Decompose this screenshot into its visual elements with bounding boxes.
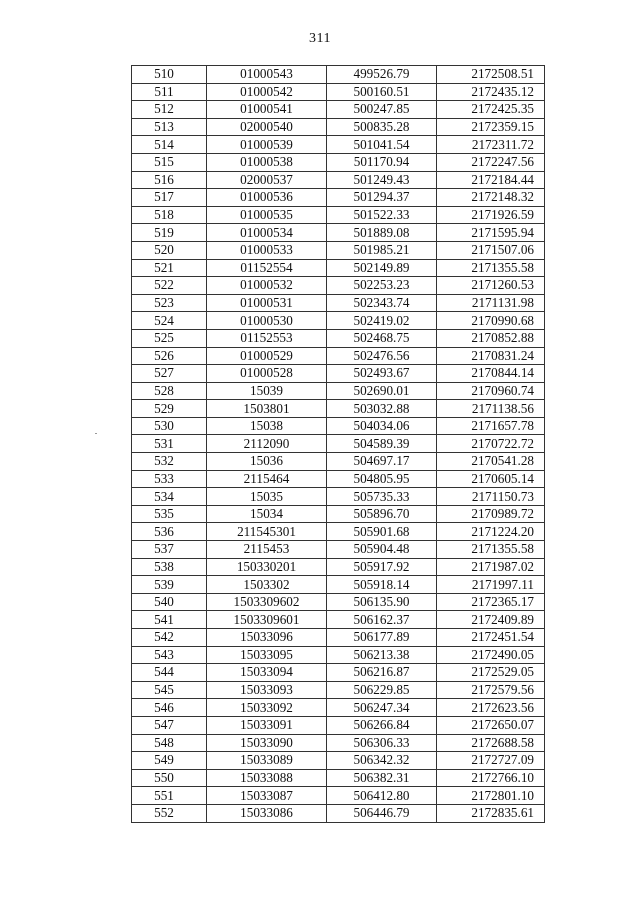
point-number-cell: 520	[132, 241, 207, 259]
point-number-cell: 548	[132, 734, 207, 752]
point-code-cell: 01152554	[207, 259, 327, 277]
y-coordinate-cell: 2172148.32	[437, 189, 545, 207]
table-row	[132, 101, 545, 119]
point-code-cell: 15033090	[207, 734, 327, 752]
x-coordinate-cell: 506162.37	[327, 611, 437, 629]
point-number-cell: 533	[132, 470, 207, 488]
point-code-cell: 1503309602	[207, 593, 327, 611]
point-number-cell: 511	[132, 83, 207, 101]
y-coordinate-cell: 2170989.72	[437, 505, 545, 523]
x-coordinate-cell: 504697.17	[327, 453, 437, 471]
y-coordinate-cell: 2170960.74	[437, 382, 545, 400]
y-coordinate-cell: 2171260.53	[437, 277, 545, 295]
table-row	[132, 593, 545, 611]
table-row	[132, 382, 545, 400]
x-coordinate-cell: 506177.89	[327, 629, 437, 647]
table-body	[132, 66, 545, 823]
point-code-cell: 01000533	[207, 241, 327, 259]
y-coordinate-cell: 2171595.94	[437, 224, 545, 242]
point-code-cell: 01000538	[207, 153, 327, 171]
point-number-cell: 522	[132, 277, 207, 295]
y-coordinate-cell: 2172425.35	[437, 101, 545, 119]
point-number-cell: 540	[132, 593, 207, 611]
y-coordinate-cell: 2171987.02	[437, 558, 545, 576]
y-coordinate-cell: 2172490.05	[437, 646, 545, 664]
table-row	[132, 259, 545, 277]
x-coordinate-cell: 502690.01	[327, 382, 437, 400]
x-coordinate-cell: 502476.56	[327, 347, 437, 365]
table-row	[132, 699, 545, 717]
point-code-cell: 1503302	[207, 576, 327, 594]
point-number-cell: 532	[132, 453, 207, 471]
y-coordinate-cell: 2172409.89	[437, 611, 545, 629]
table-row	[132, 470, 545, 488]
x-coordinate-cell: 501041.54	[327, 136, 437, 154]
table-row	[132, 646, 545, 664]
x-coordinate-cell: 500835.28	[327, 118, 437, 136]
y-coordinate-cell: 2172184.44	[437, 171, 545, 189]
point-code-cell: 15033092	[207, 699, 327, 717]
point-code-cell: 2115453	[207, 541, 327, 559]
table-row	[132, 153, 545, 171]
y-coordinate-cell: 2171926.59	[437, 206, 545, 224]
y-coordinate-cell: 2172359.15	[437, 118, 545, 136]
x-coordinate-cell: 504589.39	[327, 435, 437, 453]
x-coordinate-cell: 499526.79	[327, 66, 437, 84]
y-coordinate-cell: 2172727.09	[437, 752, 545, 770]
table-row	[132, 664, 545, 682]
x-coordinate-cell: 502253.23	[327, 277, 437, 295]
point-code-cell: 15033086	[207, 804, 327, 822]
x-coordinate-cell: 502343.74	[327, 294, 437, 312]
point-code-cell: 01000532	[207, 277, 327, 295]
point-code-cell: 15033091	[207, 716, 327, 734]
point-number-cell: 524	[132, 312, 207, 330]
point-number-cell: 541	[132, 611, 207, 629]
table-row	[132, 576, 545, 594]
point-number-cell: 518	[132, 206, 207, 224]
x-coordinate-cell: 501249.43	[327, 171, 437, 189]
table-row	[132, 505, 545, 523]
table-row	[132, 136, 545, 154]
table-row	[132, 611, 545, 629]
table-row	[132, 804, 545, 822]
y-coordinate-cell: 2171507.06	[437, 241, 545, 259]
point-code-cell: 15033089	[207, 752, 327, 770]
table-row	[132, 206, 545, 224]
point-number-cell: 531	[132, 435, 207, 453]
x-coordinate-cell: 506229.85	[327, 681, 437, 699]
point-code-cell: 02000540	[207, 118, 327, 136]
point-number-cell: 525	[132, 329, 207, 347]
y-coordinate-cell: 2172451.54	[437, 629, 545, 647]
table-row	[132, 294, 545, 312]
x-coordinate-cell: 506382.31	[327, 769, 437, 787]
point-number-cell: 526	[132, 347, 207, 365]
point-number-cell: 515	[132, 153, 207, 171]
point-code-cell: 15038	[207, 417, 327, 435]
x-coordinate-cell: 500247.85	[327, 101, 437, 119]
x-coordinate-cell: 506247.34	[327, 699, 437, 717]
y-coordinate-cell: 2172650.07	[437, 716, 545, 734]
y-coordinate-cell: 2170990.68	[437, 312, 545, 330]
coordinate-table	[131, 65, 545, 823]
point-code-cell: 15033087	[207, 787, 327, 805]
point-code-cell: 15033094	[207, 664, 327, 682]
y-coordinate-cell: 2171224.20	[437, 523, 545, 541]
y-coordinate-cell: 2172435.12	[437, 83, 545, 101]
point-code-cell: 2115464	[207, 470, 327, 488]
y-coordinate-cell: 2172365.17	[437, 593, 545, 611]
point-code-cell: 01000531	[207, 294, 327, 312]
page-number: 311	[309, 31, 331, 46]
table-row	[132, 312, 545, 330]
point-number-cell: 510	[132, 66, 207, 84]
x-coordinate-cell: 505896.70	[327, 505, 437, 523]
point-number-cell: 521	[132, 259, 207, 277]
point-number-cell: 547	[132, 716, 207, 734]
point-number-cell: 523	[132, 294, 207, 312]
point-number-cell: 544	[132, 664, 207, 682]
table-row	[132, 523, 545, 541]
table-row	[132, 716, 545, 734]
y-coordinate-cell: 2170831.24	[437, 347, 545, 365]
point-code-cell: 01000535	[207, 206, 327, 224]
point-code-cell: 01000530	[207, 312, 327, 330]
point-number-cell: 545	[132, 681, 207, 699]
x-coordinate-cell: 505918.14	[327, 576, 437, 594]
point-number-cell: 534	[132, 488, 207, 506]
point-code-cell: 02000537	[207, 171, 327, 189]
table-row	[132, 541, 545, 559]
x-coordinate-cell: 506213.38	[327, 646, 437, 664]
point-code-cell: 15033095	[207, 646, 327, 664]
margin-speck	[95, 433, 97, 434]
x-coordinate-cell: 502419.02	[327, 312, 437, 330]
x-coordinate-cell: 504034.06	[327, 417, 437, 435]
x-coordinate-cell: 505735.33	[327, 488, 437, 506]
table-row	[132, 734, 545, 752]
x-coordinate-cell: 501985.21	[327, 241, 437, 259]
y-coordinate-cell: 2172835.61	[437, 804, 545, 822]
point-number-cell: 530	[132, 417, 207, 435]
y-coordinate-cell: 2171657.78	[437, 417, 545, 435]
y-coordinate-cell: 2172801.10	[437, 787, 545, 805]
point-code-cell: 01000541	[207, 101, 327, 119]
table-row	[132, 189, 545, 207]
y-coordinate-cell: 2171131.98	[437, 294, 545, 312]
y-coordinate-cell: 2172311.72	[437, 136, 545, 154]
point-code-cell: 01000542	[207, 83, 327, 101]
table-row	[132, 66, 545, 84]
x-coordinate-cell: 504805.95	[327, 470, 437, 488]
point-code-cell: 01000543	[207, 66, 327, 84]
point-code-cell: 15033088	[207, 769, 327, 787]
y-coordinate-cell: 2172247.56	[437, 153, 545, 171]
point-code-cell: 150330201	[207, 558, 327, 576]
point-code-cell: 15036	[207, 453, 327, 471]
point-code-cell: 2112090	[207, 435, 327, 453]
point-number-cell: 517	[132, 189, 207, 207]
point-number-cell: 550	[132, 769, 207, 787]
point-code-cell: 01000539	[207, 136, 327, 154]
point-code-cell: 1503801	[207, 400, 327, 418]
y-coordinate-cell: 2171138.56	[437, 400, 545, 418]
y-coordinate-cell: 2172623.56	[437, 699, 545, 717]
point-number-cell: 514	[132, 136, 207, 154]
y-coordinate-cell: 2172766.10	[437, 769, 545, 787]
point-code-cell: 1503309601	[207, 611, 327, 629]
y-coordinate-cell: 2171997.11	[437, 576, 545, 594]
x-coordinate-cell: 501522.33	[327, 206, 437, 224]
y-coordinate-cell: 2171150.73	[437, 488, 545, 506]
point-number-cell: 551	[132, 787, 207, 805]
point-number-cell: 546	[132, 699, 207, 717]
point-number-cell: 542	[132, 629, 207, 647]
table-row	[132, 488, 545, 506]
x-coordinate-cell: 502149.89	[327, 259, 437, 277]
table-row	[132, 417, 545, 435]
point-code-cell: 15035	[207, 488, 327, 506]
x-coordinate-cell: 506412.80	[327, 787, 437, 805]
point-code-cell: 01000534	[207, 224, 327, 242]
point-code-cell: 01000528	[207, 365, 327, 383]
point-number-cell: 543	[132, 646, 207, 664]
table-row	[132, 171, 545, 189]
table-row	[132, 629, 545, 647]
table-row	[132, 365, 545, 383]
y-coordinate-cell: 2171355.58	[437, 541, 545, 559]
x-coordinate-cell: 506266.84	[327, 716, 437, 734]
point-code-cell: 01000529	[207, 347, 327, 365]
table-row	[132, 769, 545, 787]
table-row	[132, 787, 545, 805]
x-coordinate-cell: 502468.75	[327, 329, 437, 347]
y-coordinate-cell: 2172529.05	[437, 664, 545, 682]
point-number-cell: 513	[132, 118, 207, 136]
x-coordinate-cell: 503032.88	[327, 400, 437, 418]
y-coordinate-cell: 2170844.14	[437, 365, 545, 383]
point-number-cell: 529	[132, 400, 207, 418]
y-coordinate-cell: 2170852.88	[437, 329, 545, 347]
y-coordinate-cell: 2172508.51	[437, 66, 545, 84]
table-row	[132, 224, 545, 242]
point-code-cell: 15039	[207, 382, 327, 400]
x-coordinate-cell: 501170.94	[327, 153, 437, 171]
x-coordinate-cell: 502493.67	[327, 365, 437, 383]
table-row	[132, 681, 545, 699]
x-coordinate-cell: 501889.08	[327, 224, 437, 242]
point-number-cell: 516	[132, 171, 207, 189]
point-code-cell: 01152553	[207, 329, 327, 347]
x-coordinate-cell: 505904.48	[327, 541, 437, 559]
table-row	[132, 83, 545, 101]
table-row	[132, 453, 545, 471]
x-coordinate-cell: 500160.51	[327, 83, 437, 101]
x-coordinate-cell: 505901.68	[327, 523, 437, 541]
point-number-cell: 535	[132, 505, 207, 523]
x-coordinate-cell: 506135.90	[327, 593, 437, 611]
x-coordinate-cell: 506216.87	[327, 664, 437, 682]
x-coordinate-cell: 506446.79	[327, 804, 437, 822]
y-coordinate-cell: 2172579.56	[437, 681, 545, 699]
x-coordinate-cell: 506342.32	[327, 752, 437, 770]
y-coordinate-cell: 2172688.58	[437, 734, 545, 752]
point-number-cell: 527	[132, 365, 207, 383]
table-row	[132, 277, 545, 295]
table-row	[132, 752, 545, 770]
x-coordinate-cell: 501294.37	[327, 189, 437, 207]
table-row	[132, 400, 545, 418]
y-coordinate-cell: 2171355.58	[437, 259, 545, 277]
y-coordinate-cell: 2170605.14	[437, 470, 545, 488]
x-coordinate-cell: 505917.92	[327, 558, 437, 576]
table-row	[132, 347, 545, 365]
point-number-cell: 552	[132, 804, 207, 822]
point-code-cell: 15033096	[207, 629, 327, 647]
point-code-cell: 01000536	[207, 189, 327, 207]
point-number-cell: 538	[132, 558, 207, 576]
table-row	[132, 241, 545, 259]
y-coordinate-cell: 2170541.28	[437, 453, 545, 471]
table-row	[132, 118, 545, 136]
point-number-cell: 536	[132, 523, 207, 541]
x-coordinate-cell: 506306.33	[327, 734, 437, 752]
point-number-cell: 512	[132, 101, 207, 119]
point-code-cell: 15033093	[207, 681, 327, 699]
point-number-cell: 549	[132, 752, 207, 770]
y-coordinate-cell: 2170722.72	[437, 435, 545, 453]
table-row	[132, 329, 545, 347]
point-number-cell: 537	[132, 541, 207, 559]
table-row	[132, 435, 545, 453]
point-code-cell: 211545301	[207, 523, 327, 541]
point-number-cell: 539	[132, 576, 207, 594]
point-number-cell: 528	[132, 382, 207, 400]
point-code-cell: 15034	[207, 505, 327, 523]
point-number-cell: 519	[132, 224, 207, 242]
table-row	[132, 558, 545, 576]
